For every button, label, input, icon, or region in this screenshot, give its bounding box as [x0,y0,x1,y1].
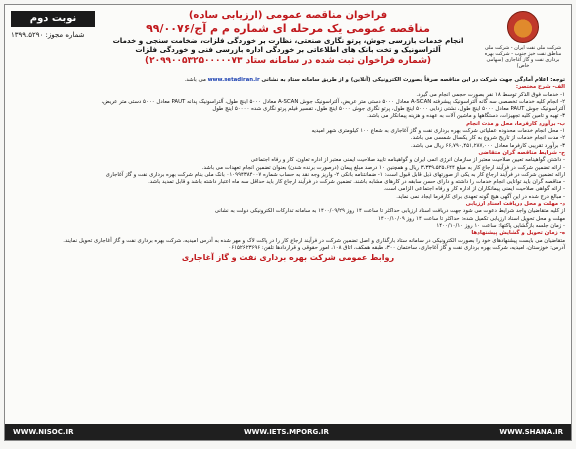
permit-number: شماره مجوز: ۱۳۹۹.۵۲۹۰ [11,31,85,39]
section-b-line: ۲- مدت انجام خدمات از تاریخ شروع به کار یکسال شمسی می باشد. [410,135,565,142]
notice-end: می باشد. [184,77,206,83]
company-logo-block [481,11,565,69]
section-c-line: - مناقصه گران باید توانایی انجام خدمات را داشته و دارای حسن سابقه در کارهای مشابه باشند. تضمین شرکت در فرآیند ارجاع کار باید حداقل سه ماه اعتبار داشته باشد و قابل تمدید باشد. [148,179,565,186]
section-e-line: آدرس: خوزستان، امیدیه، شرکت بهره برداری نفت و گاز آغاجاری، ساختمان ۳۰۰، طبقه همکف، اتاق ۱۰۸، امور حقوقی و قراردادها تلفن: ۰۶۱۵۲۶۲۳۶۹۶ [228,244,565,251]
tender-subject: انجام خدمات بازرسی جوش، پرتو نگاری صنعتی، نظارت بر خوردگی فلزات، ضخامت سنجی و خدمات آلتراسونیک و تخت بانک های اطلاعاتی بر خوردگی اداره بازرسی فنی و خوردگی فلزات [112,36,464,54]
section-a-line: ۳- تهیه و تامین کلیه تجهیزات، دستگاهها و ماشین آلات به عهده و هزینه پیمانکار می باشد. [367,113,565,120]
section-a-line: ۱- خدمات فوق الذکر توسط ۱۸ نفر بصورت حجمی انجام می گیرد. [416,91,565,98]
section-c-line: - داشتن گواهینامه تعیین صلاحیت معتبر از سازمان انرژی اتمی ایران و گواهینامه تایید صلاحیت ایمنی معتبر از اداره تعاون، کار و رفاه اجتماعی [250,157,565,164]
titles [101,9,475,67]
section-d-line: مهلت و محل تحویل اسناد ارزیابی تکمیل شده: حداکثر تا ساعت ۱۴ روز ۱۴۰۰/۱۰/۰۹ [378,215,565,222]
section-c-line: ارائه تضمین شرکت در فرآیند ارجاع کار به یکی از صورتهای ذیل قابل قبول است: ۱- ضمانتنامه بانکی ۲- واریز وجه نقد به حساب شماره ۰۱۰۹۹۴۳۸۴۰۰۷ بانک ملی بنام شرکت بهره برداری نفت و گاز آغاجاری [105,171,565,178]
section-d-heading: د- مهلت و محل دریافت اسناد ارزیابی [465,201,565,208]
turn-badge: نوبت دوم [11,11,95,27]
section-c-heading: ج- شرایط مناقصه گران متقاضی [478,149,565,156]
footer-link-shana[interactable]: WWW.SHANA.IR [499,428,563,436]
company-signature: روابط عمومی شرکت بهره برداری نفت و گاز آغاجاری [181,253,395,263]
section-b-line: ۱- محل انجام خدمات محدوده عملیاتی شرکت بهره برداری نفت و گاز آغاجاری به شعاع ۱۰۰ کیلومتری شهر امیدیه [311,128,565,135]
footer-link-iets[interactable]: WWW.IETS.MPORG.IR [243,428,329,436]
section-b-heading: ب- برآورد کارفرما، محل و مدت انجام [466,120,565,127]
tender-advertisement [4,4,572,441]
section-a-line: آلتراسونیک جوش PAUT معادل ۵۰۰۰ اینچ طول، نشتی زدایی ۵۰۰۰ اینچ طول، پرتو نگاری جوش ۵۰۰۰ اینچ طول، تفسیر فیلم پرتو نگاری شده ۵۰۰۰۰ اینچ طول [212,106,565,113]
section-a-line: ۲- انجام کلیه خدمات تخصصی سه گانه آلتراسونیک پیشرفته A-SCAN معادل ۵۰۰۰ دستی متر عریض، آلتراسونیک جوش A-SCAN معادل ۵۰۰۰ اینچ طول، آلتراسونیک پدانه PAUT معادل ۵۰۰۰ دستی متر عریض، [101,98,565,105]
section-e-heading: ه- زمان تحویل و گشایش پیشنهادها [471,230,565,237]
notice [11,77,565,84]
section-c-line: - مبالغ درج شده در این آگهی هیچ گونه تعهدی برای کارفرما ایجاد نمی نماید. [396,193,565,200]
setad-link[interactable]: www.setadiran.ir [207,77,260,83]
section-b-line: ۳- برآورد تقریبی کارفرما معادل ۶۶,۷۹۰,۴۵۱,۲۸۷,۰۰۰ ریال می باشد. [411,142,565,149]
section-d-line: از کلیه متقاضیان واجد شرایط دعوت می شود جهت دریافت اسناد ارزیابی حداکثر تا ساعت ۱۴ روز ۱۴۰۰/۰۹/۲۹ به سامانه تدارکات الکترونیکی دولت به نشانی [214,208,565,215]
logo-text: شرکت ملی نفت ایران - شرکت ملی مناطق نفت خیز جنوب - شرکت بهره برداری نفت و گاز آغاجاری (سهامی خاص) [484,45,562,69]
header [5,5,571,75]
section-a-heading: الف- شرح مختصر: [515,84,565,91]
nioc-logo-icon [507,11,539,43]
section-d-line: - زمان جلسه بازگشایی پاکتها: ساعت ۱۰ روز ۱۴۰۰/۱۰/۱۰ [436,222,565,229]
notice-text: توجه: اعلام آمادگی جهت شرکت در این مناقصه صرفاً بصورت الکترونیکی (آنلاین) و از طریق سامانه ستاد به نشانی [261,77,565,83]
section-e-line: متقاضیان می بایست پیشنهادهای خود را بصورت الکترونیکی در سامانه ستاد بارگذاری و اصل تضمین شرکت در فرآیند ارجاع کار را در پاکت لاک و مهر شده به آدرس امیدیه، شرکت بهره برداری نفت و گاز آغاجاری تحویل نمایند. [63,237,565,244]
section-c-line: - ارائه گواهی صلاحیت ایمنی پیمانکاران از اداره کار و رفاه اجتماعی الزامی است. [383,186,565,193]
setad-number: (شماره فراخوان ثبت شده در سامانه ستاد ۲۰۹۹۰۰۵۳۲۵۰۰۰۰۰۷۳) [144,56,432,66]
tender-title: فراخوان مناقصه عمومی (ارزیابی ساده) [188,10,388,21]
tender-body [11,77,565,422]
footer [5,424,571,440]
section-c-line: - ارائه تضمین شرکت در فرآیند ارجاع کار به مبلغ ۳،۳۳۹،۵۲۵،۶۴۴ ریال و همچنین ۱۰ درصد مبلغ پیمان (درصورت برنده شدن) بعنوان تضمین انجام تعهدات می باشد. [201,164,565,171]
tender-number: مناقصه عمومی یک مرحله ای شماره م م آج/۹۹/۰۰۷۶ [146,22,430,35]
footer-link-nisoc[interactable]: WWW.NISOC.IR [13,428,74,436]
